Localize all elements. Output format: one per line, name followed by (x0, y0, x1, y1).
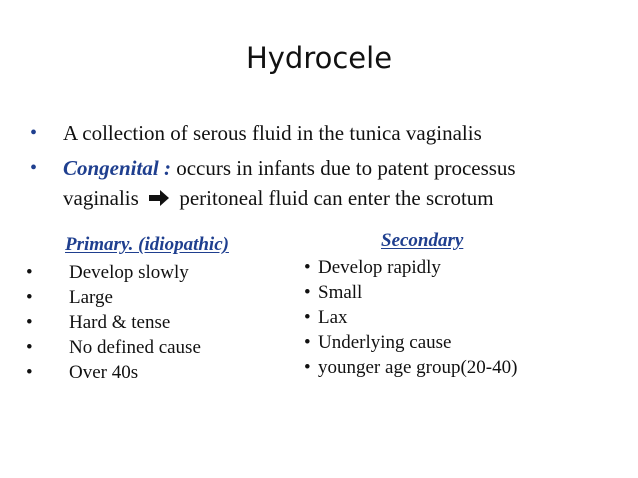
bullet-dot: • (26, 262, 33, 283)
list-item-text: Small (318, 282, 363, 303)
bullet-line-2 (63, 185, 494, 213)
list-item-text: Lax (318, 307, 348, 328)
bullet-dot: • (304, 307, 311, 328)
congenital-text-line-2a: vaginalis (63, 186, 139, 210)
bullet-text: A collection of serous fluid in the tunica vaginalis (63, 121, 482, 145)
list-item-text: Over 40s (69, 362, 139, 383)
bullet-dot: • (304, 332, 311, 353)
list-item-text: Hard & tense (69, 312, 171, 333)
congenital-text-line-2b: peritoneal fluid can enter the scrotum (179, 186, 494, 210)
bullet-line-1 (63, 155, 516, 181)
list-item-text: No defined cause (69, 337, 201, 358)
list-item-text: Develop rapidly (318, 257, 441, 278)
right-arrow-icon (148, 187, 170, 213)
congenital-label: Congenital : (63, 156, 171, 180)
list-item-text: Large (69, 287, 113, 308)
bullet-dot: • (26, 312, 33, 333)
primary-heading: Primary. (idiopathic) (65, 234, 229, 255)
slide-title: Hydrocele (245, 41, 393, 75)
congenital-text-line-1: occurs in infants due to patent processus (176, 156, 516, 180)
bullet-dot: • (30, 122, 38, 144)
bullet-dot: • (26, 337, 33, 358)
bullet-dot: • (30, 157, 38, 179)
secondary-heading: Secondary (381, 230, 464, 251)
list-item-text: Develop slowly (69, 262, 189, 283)
bullet-dot: • (26, 362, 33, 383)
list-item-text: Underlying cause (318, 332, 452, 353)
bullet-dot: • (304, 282, 311, 303)
bullet-dot: • (26, 287, 33, 308)
list-item-text: younger age group(20-40) (318, 357, 518, 378)
bullet-dot: • (304, 257, 311, 278)
bullet-dot: • (304, 357, 311, 378)
